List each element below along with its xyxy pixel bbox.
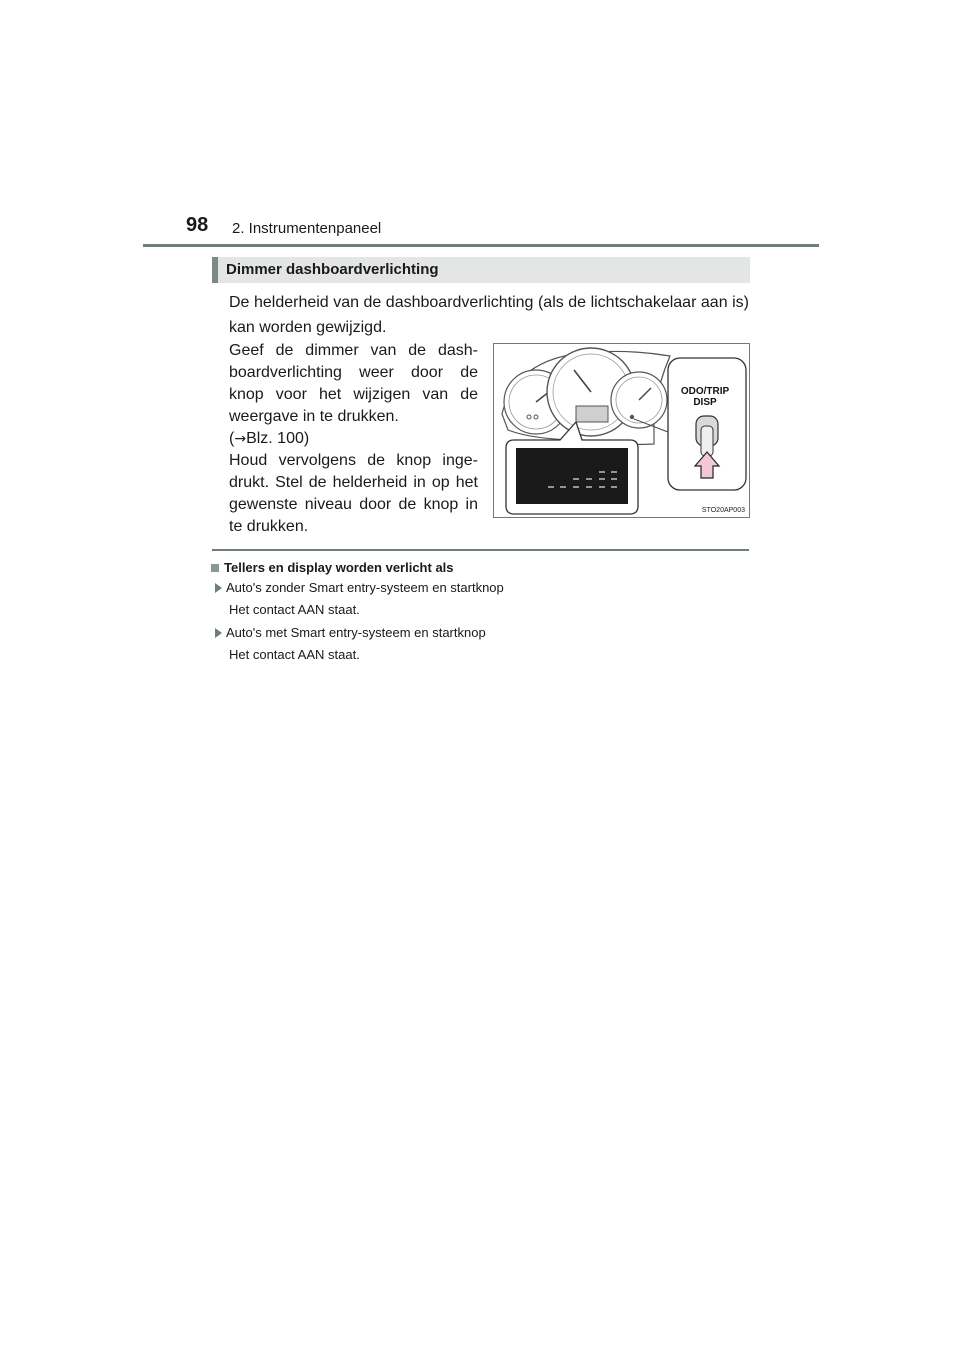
note-heading-text: Tellers en display worden verlicht als — [224, 560, 454, 575]
arrow-right-icon: → — [234, 431, 247, 447]
section-header — [212, 257, 750, 283]
ref-open: ( — [229, 430, 235, 447]
right-gauge-indicator — [630, 415, 634, 419]
disp-label: DISP — [693, 397, 717, 408]
section-bar — [212, 257, 218, 283]
page-number: 98 — [186, 214, 209, 236]
note-heading — [211, 560, 454, 575]
note-item-text: Het contact AAN staat. — [229, 647, 360, 662]
chapter-title: 2. Instrumentenpaneel — [232, 220, 382, 237]
lcd-display — [516, 448, 628, 504]
header-rule — [143, 244, 819, 247]
instruction-text-1: Geef de dimmer van de dash-boardverlichting weer door de knop voor het wijzigen van de weergave in te drukken. — [229, 342, 478, 425]
note-item-text: Het contact AAN staat. — [229, 602, 360, 617]
triangle-bullet-icon — [215, 628, 222, 638]
page-reference — [229, 428, 478, 450]
figure-code: STO20AP003 — [701, 507, 745, 514]
triangle-bullet-icon — [215, 583, 222, 593]
square-bullet-icon — [211, 564, 219, 572]
cluster-illustration — [494, 344, 749, 517]
note-item-label-text: Auto's met Smart entry-systeem en startknop — [226, 625, 486, 640]
ref-text: Blz. 100) — [246, 430, 310, 447]
odo-trip-label: ODO/TRIP — [680, 386, 730, 397]
speedometer-display — [576, 406, 608, 422]
section-divider — [212, 549, 749, 551]
note-item-label — [215, 580, 504, 595]
instrument-cluster-figure — [493, 343, 750, 518]
intro-paragraph: De helderheid van de dashboardverlichting (als de lichtschakelaar aan is) kan worden gewijzigd. — [229, 294, 749, 336]
odo-trip-disp-label — [666, 386, 744, 408]
instructions — [229, 340, 478, 538]
section-title: Dimmer dashboardverlichting — [226, 261, 439, 278]
note-item-label — [215, 625, 486, 640]
note-item-label-text: Auto's zonder Smart entry-systeem en startknop — [226, 580, 504, 595]
instruction-text-2: Houd vervolgens de knop inge-drukt. Stel de helderheid in op het gewenste niveau door de knop in te drukken. — [229, 452, 478, 535]
